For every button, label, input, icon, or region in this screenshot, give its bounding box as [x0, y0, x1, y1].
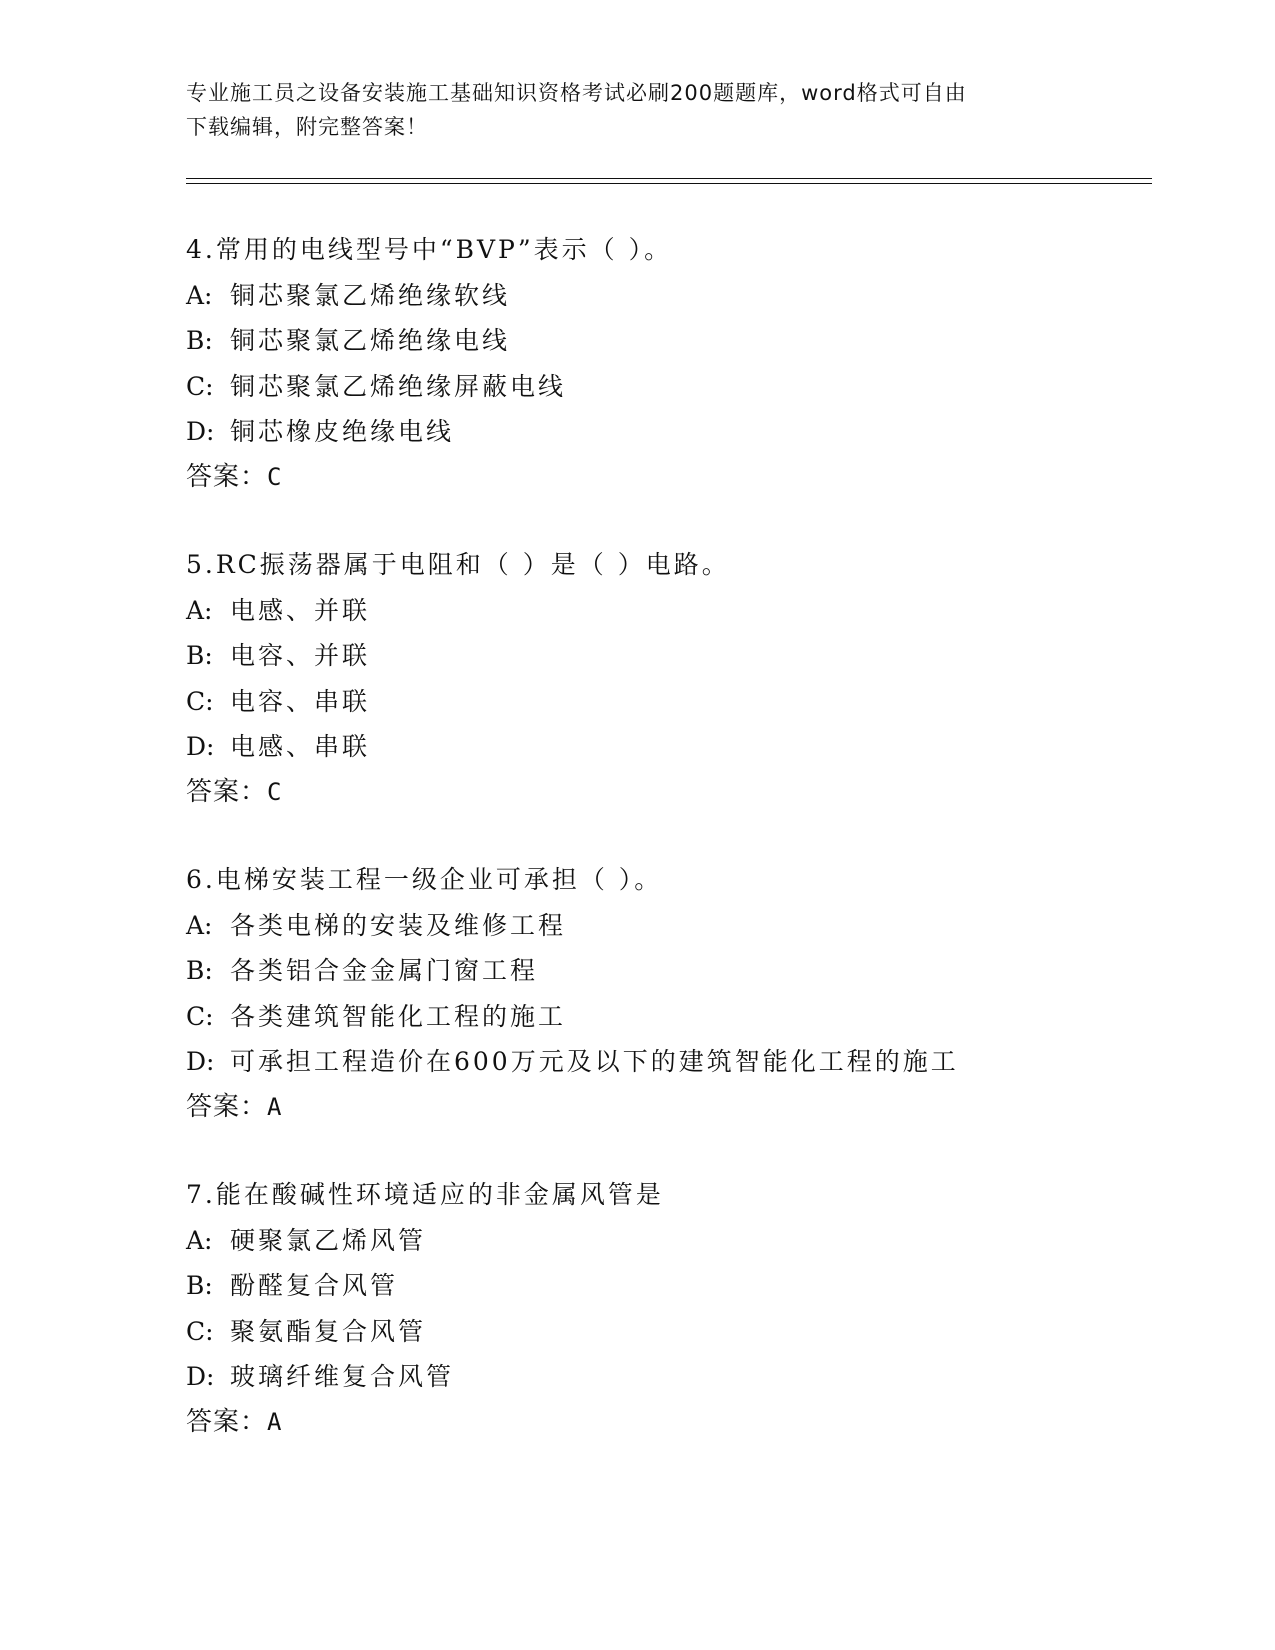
answer-line	[186, 770, 1186, 816]
answer-label: 答案：	[186, 776, 268, 807]
option-text: 各类电梯的安装及维修工程	[230, 910, 567, 940]
document-header	[186, 76, 1086, 144]
question-stem: 5.RC振荡器属于电阻和（ ）是（ ）电路。	[186, 550, 730, 579]
answer-value: C	[267, 462, 283, 491]
answer-label: 答案：	[186, 1091, 268, 1122]
option-a	[186, 1218, 1186, 1264]
option-text: 各类建筑智能化工程的施工	[230, 1001, 567, 1031]
option-letter: B:	[186, 956, 213, 985]
document-title-line-2: 下载编辑，附完整答案！	[186, 115, 428, 139]
option-letter: C:	[186, 1001, 214, 1031]
answer-value: A	[267, 1407, 283, 1436]
option-text: 铜芯聚氯乙烯绝缘电线	[230, 326, 511, 355]
option-text: 电容、并联	[230, 641, 371, 670]
option-text: 铜芯聚氯乙烯绝缘软线	[230, 280, 511, 310]
option-d	[186, 1354, 1186, 1400]
option-text: 聚氨酯复合风管	[230, 1316, 427, 1346]
option-text: 铜芯聚氯乙烯绝缘屏蔽电线	[230, 371, 567, 401]
option-b	[186, 1263, 1186, 1309]
option-letter: D:	[186, 417, 215, 446]
option-letter: B:	[186, 641, 213, 670]
option-text: 酚醛复合风管	[230, 1271, 399, 1300]
answer-value: C	[267, 777, 283, 806]
option-text: 各类铝合金金属门窗工程	[230, 956, 539, 985]
question-stem: 4.常用的电线型号中“BVP”表示（ ）。	[186, 235, 673, 264]
answer-line	[186, 1085, 1186, 1131]
question-5	[186, 542, 1186, 815]
option-b	[186, 633, 1186, 679]
question-stem: 6.电梯安装工程一级企业可承担（ ）。	[186, 865, 663, 894]
option-d	[186, 724, 1186, 770]
question-6	[186, 857, 1186, 1130]
option-letter: D:	[186, 1362, 215, 1391]
option-letter: A:	[186, 280, 213, 310]
option-letter: D:	[186, 732, 215, 761]
option-text: 玻璃纤维复合风管	[230, 1362, 455, 1391]
option-letter: D:	[186, 1047, 215, 1076]
question-7	[186, 1172, 1186, 1445]
option-d	[186, 1039, 1186, 1085]
document-title-line-1: 专业施工员之设备安装施工基础知识资格考试必刷200题题库，word格式可自由	[186, 81, 967, 105]
option-letter: C:	[186, 371, 214, 401]
option-b	[186, 948, 1186, 994]
question-4	[186, 227, 1186, 500]
option-letter: B:	[186, 1271, 213, 1300]
answer-line	[186, 455, 1186, 501]
option-letter: A:	[186, 1225, 213, 1255]
question-stem: 7.能在酸碱性环境适应的非金属风管是	[186, 1180, 664, 1209]
option-c	[186, 994, 1186, 1040]
option-text: 电感、并联	[230, 595, 371, 625]
answer-line	[186, 1400, 1186, 1446]
option-letter: A:	[186, 910, 213, 940]
option-d	[186, 409, 1186, 455]
option-c	[186, 1309, 1186, 1355]
option-a	[186, 588, 1186, 634]
header-double-rule	[186, 178, 1152, 184]
option-a	[186, 273, 1186, 319]
answer-label: 答案：	[186, 461, 268, 492]
option-letter: B:	[186, 326, 213, 355]
option-c	[186, 364, 1186, 410]
option-letter: C:	[186, 1316, 214, 1346]
answer-label: 答案：	[186, 1406, 268, 1437]
option-text: 硬聚氯乙烯风管	[230, 1225, 427, 1255]
option-text: 铜芯橡皮绝缘电线	[230, 417, 455, 446]
option-letter: C:	[186, 686, 214, 716]
option-b	[186, 318, 1186, 364]
answer-value: A	[267, 1092, 283, 1121]
option-letter: A:	[186, 595, 213, 625]
option-text: 电感、串联	[230, 732, 371, 761]
option-a	[186, 903, 1186, 949]
option-text: 可承担工程造价在600万元及以下的建筑智能化工程的施工	[230, 1047, 959, 1076]
option-text: 电容、串联	[230, 686, 371, 716]
option-c	[186, 679, 1186, 725]
